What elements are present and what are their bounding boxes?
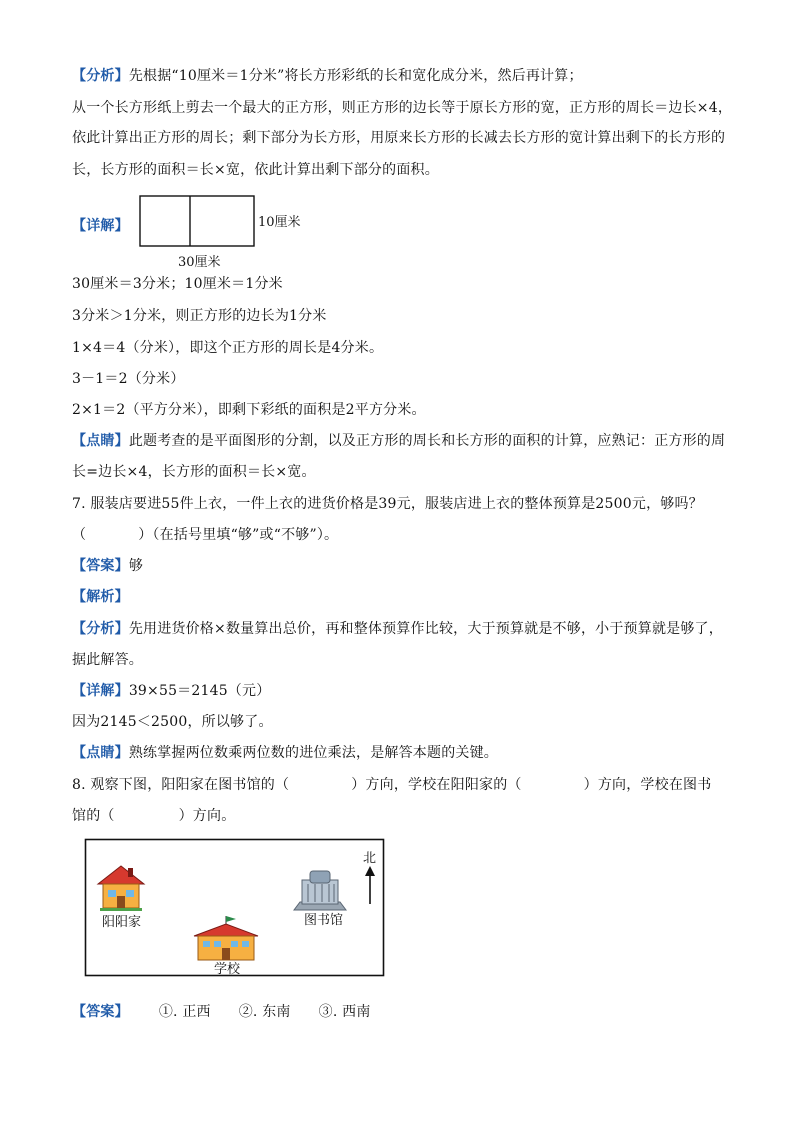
height-label: 10厘米 [258,215,301,230]
q8-question-part-e: ）方向。 [178,808,236,824]
q7-answer-text: 够 [128,558,144,574]
q7-question-line-1: 7. 服装店要进55件上衣，一件上衣的进货价格是39元，服装店进上衣的整体预算是2500元，够吗？ [72,496,703,512]
q7-analysis-line-1 [72,619,723,639]
q8-question-part-a: 8. 观察下图，阳阳家在图书馆的（ [72,777,290,793]
q6-step-3: 1×4＝4（分米），即这个正方形的周长是4分米。 [72,340,384,356]
q7-comment-text: 熟练掌握两位数乘两位数的进位乘法，是解答本题的关键。 [128,745,499,761]
q7-answer-line [72,556,143,576]
q7-comment-line [72,743,498,763]
q7-explain-line [72,587,129,607]
q7-detail-line-1 [72,681,270,701]
q8-question-line-1 [72,775,711,795]
q6-analysis-line-1 [72,66,583,86]
library-label: 图书馆 [304,913,344,928]
detail-tag: 【详解】 [72,218,129,234]
outer-rectangle [140,196,254,246]
q8-question-part-c: ）方向，学校在图书 [583,777,712,793]
q7-paren-open: （ [72,527,87,543]
detail-tag: 【详解】 [72,683,129,699]
q7-question-line-2 [72,525,338,545]
q6-comment-text-1: 此题考查的是平面图形的分割，以及正方形的周长和长方形的面积的计算，应熟记：正方形的周 [128,433,726,449]
analysis-tag: 【分析】 [72,621,129,637]
comment-tag: 【点睛】 [72,433,129,449]
q8-answer-2: ②. 东南 [238,1004,291,1020]
q6-step-4: 3－1＝2（分米） [72,371,185,387]
q7-detail-line-2: 因为2145＜2500，所以够了。 [72,714,273,730]
q8-question-part-b: ）方向，学校在阳阳家的（ [351,777,522,793]
home-label: 阳阳家 [102,915,142,930]
school-label: 学校 [214,962,241,977]
q6-detail-line [72,216,129,236]
q8-answer-line [72,1002,371,1022]
q8-question-part-d: 馆的（ [72,808,115,824]
explain-tag: 【解析】 [72,589,129,605]
north-label: 北 [363,851,377,866]
q7-detail-text-1: 39×55＝2145（元） [128,683,271,699]
q6-step-2: 3分米＞1分米，则正方形的边长为1分米 [72,308,327,324]
q8-answer-1: ①. 正西 [158,1004,211,1020]
q6-analysis-line-3: 依此计算出正方形的周长；剩下部分为长方形，用原来长方形的长减去长方形的宽计算出剩下的长方形的 [72,130,726,146]
q7-paren-close: ）（在括号里填“够”或“不够”）。 [138,527,339,543]
comment-tag: 【点睛】 [72,745,129,761]
q6-analysis-line-4: 长，长方形的面积＝长×宽，依此计算出剩下部分的面积。 [72,162,439,178]
q7-analysis-text-1: 先用进货价格×数量算出总价，再和整体预算作比较，大于预算就是不够，小于预算就是够了， [128,621,723,637]
q6-step-5: 2×1＝2（平方分米），即剩下彩纸的面积是2平方分米。 [72,402,426,418]
answer-tag: 【答案】 [72,1004,129,1020]
rectangle-figure [136,192,316,272]
width-label: 30厘米 [178,255,221,270]
q6-analysis-line-2: 从一个长方形纸上剪去一个最大的正方形，则正方形的边长等于原长方形的宽，正方形的周长＝边长×4， [72,100,733,116]
q7-analysis-line-2: 据此解答。 [72,652,143,668]
q6-comment-line-1 [72,431,725,451]
q8-question-line-2 [72,806,235,826]
q8-answer-3: ③. 西南 [318,1004,371,1020]
q6-comment-line-2: 长=边长×4，长方形的面积＝长×宽。 [72,464,316,480]
direction-map [84,838,388,980]
q6-analysis-text-1: 先根据“10厘米＝1分米”将长方形彩纸的长和宽化成分米，然后再计算； [128,68,583,84]
analysis-tag: 【分析】 [72,68,129,84]
answer-tag: 【答案】 [72,558,129,574]
q6-step-1: 30厘米＝3分米；10厘米＝1分米 [72,276,283,292]
